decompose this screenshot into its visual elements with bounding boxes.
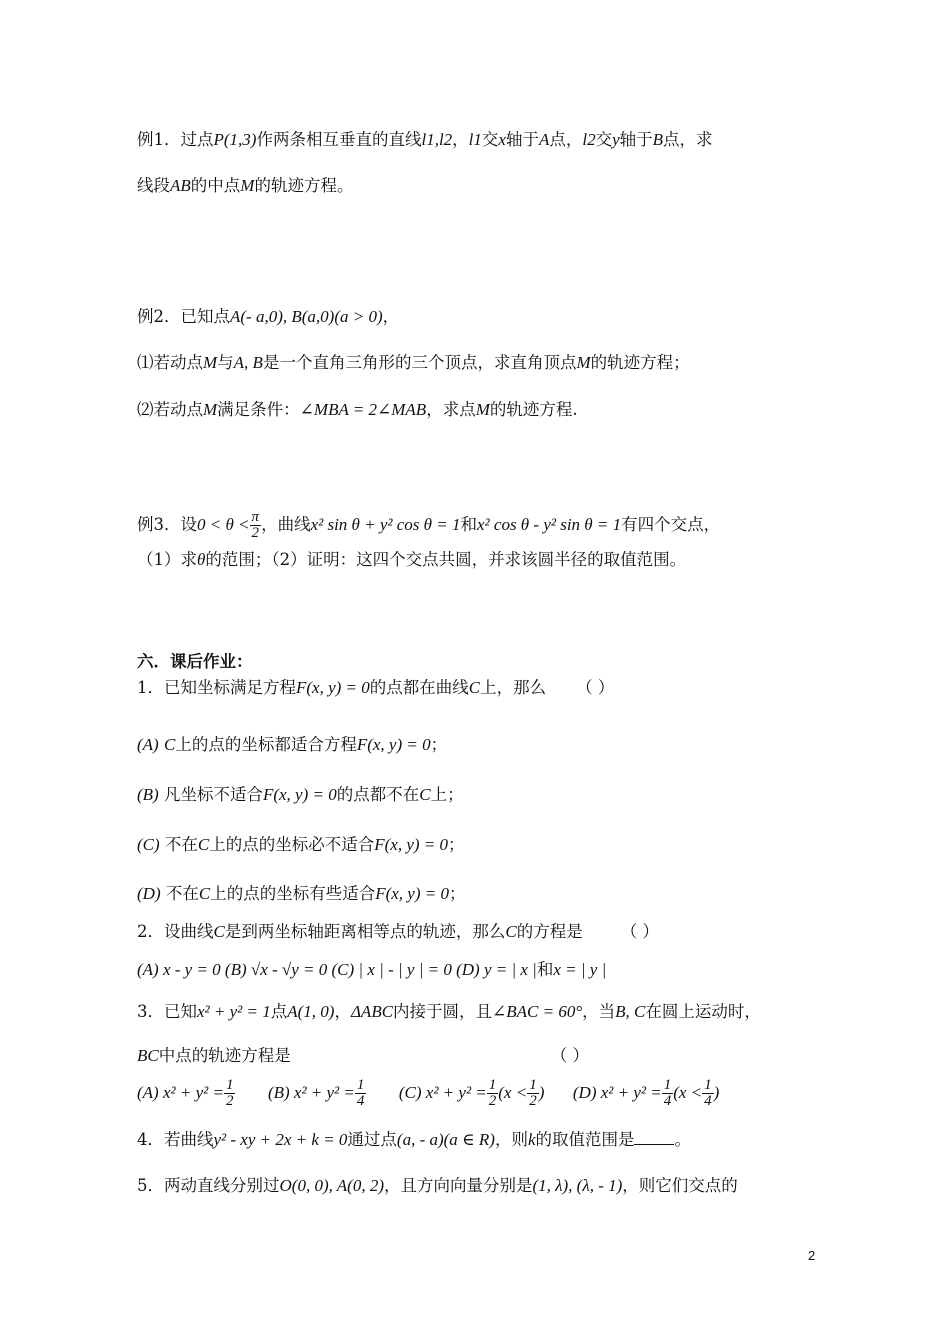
denominator: 2 [488,1093,497,1109]
math: B, C [615,1002,646,1021]
math: C [213,922,225,941]
denominator: 2 [225,1093,234,1109]
text: ，当 [582,1002,616,1021]
text: 交 [595,130,613,149]
text: 例1．过点 [137,130,214,149]
math: C [468,678,481,697]
math: M [576,353,591,372]
text: 不在 [164,835,198,854]
text: 是到两坐标轴距离相等点的轨迹，那么 [224,922,506,941]
math: F(x, y) = 0 [296,678,370,697]
text: 满足条件： [217,400,300,419]
example-2-line-3 [137,398,827,422]
question-3 [137,1000,827,1024]
text: 3．已知 [137,1002,197,1021]
option-label: (A) [137,735,159,754]
math: (A) x² + y² = [137,1083,224,1102]
option-label: (D) [137,884,161,903]
example-3-line-2 [137,548,827,572]
text: ， [334,1002,351,1021]
numerator: π [251,509,260,525]
answer-blank[interactable] [634,1130,674,1145]
text: 和 [460,515,477,534]
q1-option-d [137,882,827,906]
math: (A) x - y = 0 (B) √x - √y = 0 (C) | x | - | y | = 0 (D) y = | x | [137,960,537,979]
text: 点，求 [663,130,713,149]
question-5 [137,1174,827,1198]
option-label: (B) [137,785,159,804]
text: 上的点的坐标有些适合 [210,884,376,903]
text: 中点的轨迹方程是 [158,1046,291,1065]
example-2-line-2 [137,351,827,375]
text: 例3．设 [137,515,197,534]
math: l1,l2 [421,130,453,149]
text: 的方程是 [516,922,583,941]
answer-paren: （ ） [620,922,659,941]
text: 5．两动直线分别过 [137,1176,280,1195]
q2-options [137,958,827,982]
math: P(1,3) [213,130,257,149]
math: C [197,835,210,854]
math: (x < [673,1083,703,1102]
text: ，且方向向量分别是 [384,1176,533,1195]
numerator: 1 [704,1077,712,1093]
math: x² sin θ + y² cos θ = 1 [310,515,461,534]
text: 。 [674,1130,691,1149]
math: A(- a,0), B(a,0)(a > 0) [230,307,383,326]
math: (B) x² + y² = [267,1083,355,1102]
math: θ [197,550,206,569]
fraction [250,510,262,541]
math: C [198,884,211,903]
text: ，求点 [426,400,476,419]
numerator: 1 [356,1077,365,1093]
text: 点， [549,130,583,149]
example-1-line-2 [137,174,827,198]
text: 的轨迹方程； [590,353,690,372]
math: M [203,400,218,419]
numerator: 1 [488,1077,497,1093]
numerator: 1 [663,1077,672,1093]
math: l2 [582,130,596,149]
math: y [612,130,620,149]
text: 与 [217,353,234,372]
math: (a, - a)(a ∈ R) [396,1130,495,1149]
text: 作两条相互垂直的直线 [256,130,422,149]
math: k [527,1130,536,1149]
math: F(x, y) = 0 [374,835,449,854]
text: 例2．已知点 [137,307,230,326]
example-3-line-1 [137,508,827,542]
math: C [419,785,431,804]
answer-paren: （ ） [576,678,615,697]
numerator: 1 [529,1077,537,1093]
text: 在圆上运动时， [645,1002,761,1021]
math: B [652,130,664,149]
text: ； [430,735,448,754]
text: 内接于圆，且 [393,1002,493,1021]
denominator: 4 [356,1093,365,1109]
text: 上； [430,785,464,804]
math: C [163,735,176,754]
text: 的中点 [190,176,241,195]
text: 的轨迹方程。 [254,176,354,195]
fraction [527,1078,539,1109]
text: ； [448,884,466,903]
denominator: 4 [704,1093,712,1109]
math: AB [170,176,191,195]
text: ，则 [494,1130,528,1149]
text: ， [382,307,400,326]
q1-option-c [137,833,827,857]
text: ，曲线 [261,515,311,534]
math: x [498,130,506,149]
text: 4．若曲线 [137,1130,214,1149]
denominator: 2 [251,525,260,541]
numerator: 1 [225,1077,234,1093]
math: F(x, y) = 0 [375,884,449,903]
math: l1 [468,130,482,149]
text: （1）求 [137,550,197,569]
math: ∠BAC = 60° [492,1002,583,1021]
text: 上的点的坐标都适合方程 [175,735,357,754]
math: (D) x² + y² = [572,1083,662,1102]
text: 点 [270,1002,288,1021]
answer-paren: （ ） [550,1046,589,1065]
text: 轴于 [619,130,653,149]
fraction [224,1078,236,1109]
math: F(x, y) = 0 [356,735,431,754]
text: 和 [536,960,554,979]
text: ， [452,130,469,149]
math: M [203,353,218,372]
math: y² - xy + 2x + k = 0 [213,1130,348,1149]
q3-options [137,1076,827,1110]
text: 上，那么 [480,678,547,697]
text: 的点都在曲线 [369,678,469,697]
q1-option-b [137,783,827,807]
question-2 [137,920,827,944]
text: 有四个交点， [621,515,721,534]
math: A, B [233,353,263,372]
math: x² cos θ - y² sin θ = 1 [477,515,622,534]
fraction [355,1078,367,1109]
page-number: 2 [808,1248,816,1263]
q1-option-a [137,733,827,757]
text: 的轨迹方程. [489,400,578,419]
math: (1, λ), (λ, - 1) [532,1176,623,1195]
math: M [475,400,490,419]
fraction [487,1078,499,1109]
text: ； [448,835,465,854]
text: 1．已知坐标满足方程 [137,678,296,697]
text: ⑵若动点 [137,400,203,419]
math: F(x, y) = 0 [262,785,337,804]
math: A [538,130,550,149]
denominator: 2 [529,1093,537,1109]
math: x² + y² = 1 [197,1002,271,1021]
math: ) [538,1083,545,1102]
section-title: 六．课后作业： [137,652,253,671]
math: 0 < θ < [197,515,250,534]
math: x = | y | [553,960,607,979]
fraction [662,1078,674,1109]
text: 凡坐标不适合 [163,785,263,804]
question-3-line-2 [137,1044,827,1068]
math: O(0, 0), A(0, 2) [279,1176,384,1195]
option-label: (C) [137,835,160,854]
text: 的范围；（2）证明：这四个交点共圆，并求该圆半径的取值范围。 [205,550,687,569]
math: BC [137,1046,159,1065]
math: M [240,176,255,195]
text: 的点都不在 [336,785,420,804]
math: A(1, 0) [287,1002,335,1021]
text: 轴于 [505,130,539,149]
example-2-line-1 [137,305,827,329]
text: ⑴若动点 [137,353,203,372]
question-4 [137,1128,827,1152]
fraction [702,1078,714,1109]
text: 交 [481,130,499,149]
example-1-line-1 [137,128,827,152]
question-1 [137,676,827,700]
math: ΔABC [350,1002,394,1021]
text: ，则它们交点的 [622,1176,738,1195]
text: 2．设曲线 [137,922,214,941]
text: 通过点 [347,1130,397,1149]
text: 上的点的坐标必不适合 [209,835,375,854]
math: ∠MBA = 2∠MAB [299,400,427,419]
denominator: 4 [663,1093,672,1109]
math: ) [713,1083,720,1102]
math: (C) x² + y² = [398,1083,487,1102]
text: 不在 [165,884,199,903]
math: C [505,922,517,941]
text: 线段 [137,176,170,195]
math: (x < [498,1083,528,1102]
text: 的取值范围是 [535,1130,635,1149]
text: 是一个直角三角形的三个顶点，求直角顶点 [262,353,577,372]
